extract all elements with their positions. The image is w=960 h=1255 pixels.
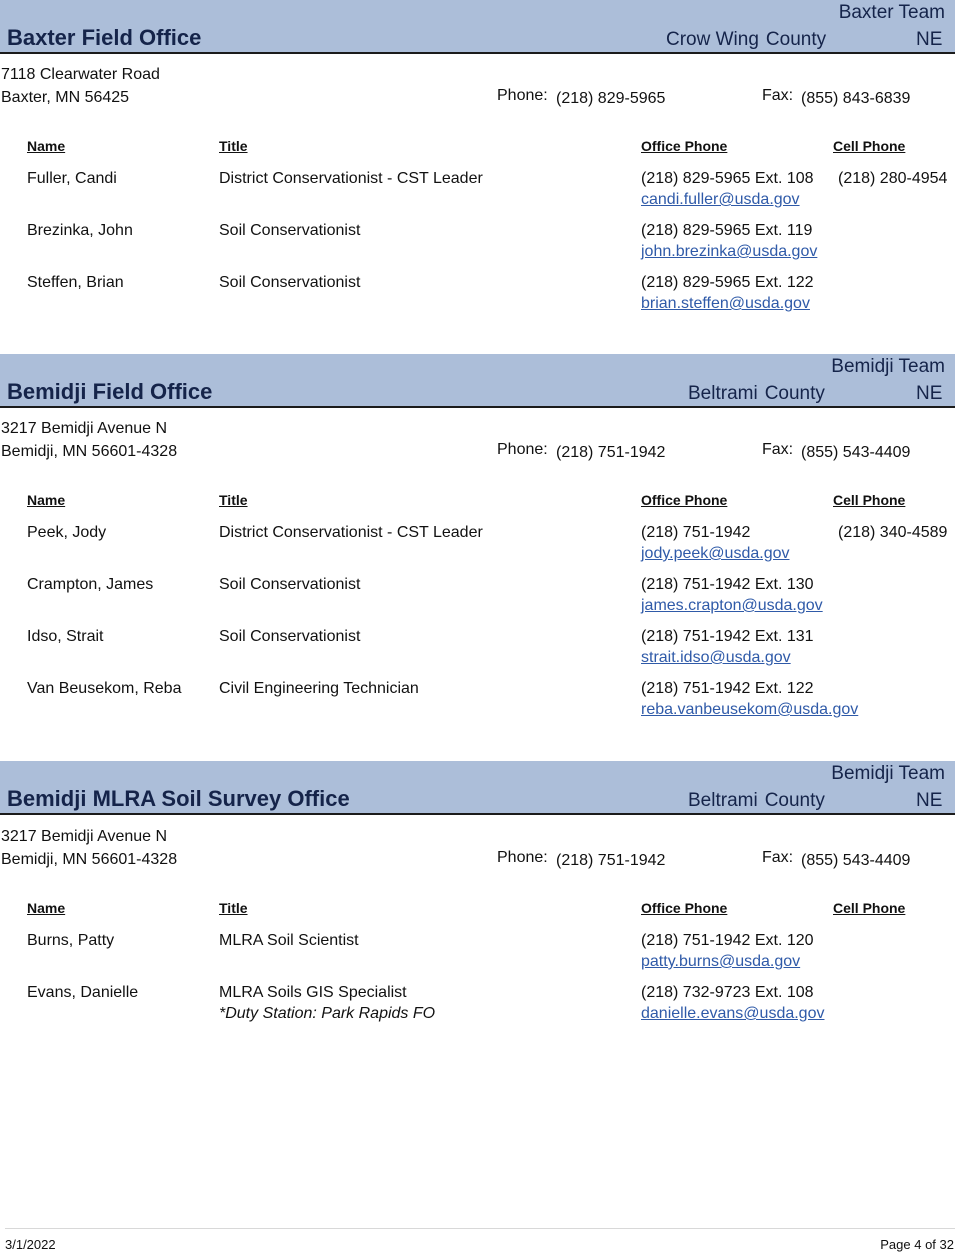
- team-name: Bemidji Team: [831, 763, 945, 784]
- staff-office-phone: (218) 751-1942: [641, 524, 751, 541]
- office-fax: (855) 543-4409: [801, 852, 911, 869]
- staff-email-link[interactable]: john.brezinka@usda.gov: [641, 243, 818, 260]
- staff-email-link[interactable]: candi.fuller@usda.gov: [641, 191, 800, 208]
- staff-email-link[interactable]: strait.idso@usda.gov: [641, 649, 791, 666]
- staff-title: Civil Engineering Technician: [219, 680, 419, 697]
- staff-row: [0, 984, 960, 1036]
- column-header-name: Name: [27, 492, 66, 508]
- office-header: [0, 761, 955, 815]
- column-header-office-phone: Office Phone: [641, 492, 728, 508]
- staff-row: [0, 932, 960, 984]
- county-label: Beltrami County: [688, 790, 825, 811]
- footer-page-number: Page 4 of 32: [880, 1237, 954, 1252]
- column-header-office-phone: Office Phone: [641, 900, 728, 916]
- staff-title: Soil Conservationist: [219, 628, 361, 645]
- staff-name: Steffen, Brian: [27, 274, 124, 291]
- address-line-1: 7118 Clearwater Road: [1, 66, 160, 83]
- staff-row: [0, 170, 960, 222]
- column-header-cell-phone: Cell Phone: [833, 138, 906, 154]
- staff-row: [0, 628, 960, 680]
- staff-name: Brezinka, John: [27, 222, 133, 239]
- column-header-office-phone: Office Phone: [641, 138, 728, 154]
- column-header-name: Name: [27, 138, 66, 154]
- column-header-name: Name: [27, 900, 66, 916]
- address-line-1: 3217 Bemidji Avenue N: [1, 420, 168, 437]
- office-name: Bemidji Field Office: [7, 379, 213, 404]
- column-header-title: Title: [219, 900, 248, 916]
- staff-title: Soil Conservationist: [219, 274, 361, 291]
- staff-duty-station-note: *Duty Station: Park Rapids FO: [219, 1005, 436, 1022]
- staff-name: Peek, Jody: [27, 524, 107, 541]
- staff-cell-phone: (218) 340-4589: [838, 524, 948, 541]
- team-name: Bemidji Team: [831, 356, 945, 377]
- staff-office-phone: (218) 829-5965 Ext. 122: [641, 274, 814, 291]
- county-label: Beltrami County: [688, 383, 825, 404]
- staff-email-link[interactable]: danielle.evans@usda.gov: [641, 1005, 825, 1022]
- fax-label: Fax:: [762, 441, 794, 458]
- staff-office-phone: (218) 829-5965 Ext. 108: [641, 170, 814, 187]
- phone-label: Phone:: [497, 849, 548, 866]
- staff-title: MLRA Soils GIS Specialist: [219, 984, 407, 1001]
- fax-label: Fax:: [762, 849, 794, 866]
- staff-name: Burns, Patty: [27, 932, 115, 949]
- region-code: NE: [916, 29, 943, 50]
- team-name: Baxter Team: [838, 2, 945, 23]
- staff-cell-phone: (218) 280-4954: [838, 170, 948, 187]
- staff-office-phone: (218) 829-5965 Ext. 119: [641, 222, 813, 239]
- footer-date: 3/1/2022: [5, 1237, 56, 1252]
- staff-email-link[interactable]: patty.burns@usda.gov: [641, 953, 801, 970]
- county-label: Crow Wing County: [666, 29, 827, 50]
- staff-name: Idso, Strait: [27, 628, 104, 645]
- phone-label: Phone:: [497, 441, 548, 458]
- staff-name: Crampton, James: [27, 576, 154, 593]
- staff-title: Soil Conservationist: [219, 576, 361, 593]
- address-line-1: 3217 Bemidji Avenue N: [1, 828, 168, 845]
- column-header-title: Title: [219, 492, 248, 508]
- address-line-2: Bemidji, MN 56601-4328: [1, 851, 178, 868]
- staff-row: [0, 524, 960, 576]
- footer-divider: [5, 1228, 955, 1229]
- office-header: [0, 354, 955, 408]
- phone-label: Phone:: [497, 87, 548, 104]
- staff-office-phone: (218) 732-9723 Ext. 108: [641, 984, 814, 1001]
- region-code: NE: [916, 790, 943, 811]
- office-phone: (218) 751-1942: [556, 852, 666, 869]
- staff-title: Soil Conservationist: [219, 222, 361, 239]
- staff-name: Fuller, Candi: [27, 170, 117, 187]
- staff-email-link[interactable]: jody.peek@usda.gov: [641, 545, 790, 562]
- office-phone: (218) 829-5965: [556, 90, 666, 107]
- region-code: NE: [916, 383, 943, 404]
- office-fax: (855) 543-4409: [801, 444, 911, 461]
- staff-office-phone: (218) 751-1942 Ext. 130: [641, 576, 814, 593]
- staff-row: [0, 274, 960, 326]
- staff-title: District Conservationist - CST Leader: [219, 170, 483, 187]
- staff-row: [0, 222, 960, 274]
- column-header-cell-phone: Cell Phone: [833, 900, 906, 916]
- staff-email-link[interactable]: reba.vanbeusekom@usda.gov: [641, 701, 859, 718]
- staff-title: MLRA Soil Scientist: [219, 932, 359, 949]
- staff-office-phone: (218) 751-1942 Ext. 120: [641, 932, 814, 949]
- staff-name: Evans, Danielle: [27, 984, 139, 1001]
- column-header-cell-phone: Cell Phone: [833, 492, 906, 508]
- fax-label: Fax:: [762, 87, 794, 104]
- staff-office-phone: (218) 751-1942 Ext. 122: [641, 680, 814, 697]
- office-fax: (855) 843-6839: [801, 90, 911, 107]
- staff-row: [0, 576, 960, 628]
- office-header: [0, 0, 955, 54]
- staff-row: [0, 680, 960, 732]
- office-name: Baxter Field Office: [7, 25, 202, 50]
- office-phone: (218) 751-1942: [556, 444, 666, 461]
- column-header-title: Title: [219, 138, 248, 154]
- address-line-2: Bemidji, MN 56601-4328: [1, 443, 178, 460]
- office-name: Bemidji MLRA Soil Survey Office: [7, 786, 350, 811]
- address-line-2: Baxter, MN 56425: [1, 89, 130, 106]
- staff-office-phone: (218) 751-1942 Ext. 131: [641, 628, 814, 645]
- staff-title: District Conservationist - CST Leader: [219, 524, 483, 541]
- staff-name: Van Beusekom, Reba: [27, 680, 182, 697]
- staff-email-link[interactable]: brian.steffen@usda.gov: [641, 295, 810, 312]
- staff-email-link[interactable]: james.crapton@usda.gov: [641, 597, 823, 614]
